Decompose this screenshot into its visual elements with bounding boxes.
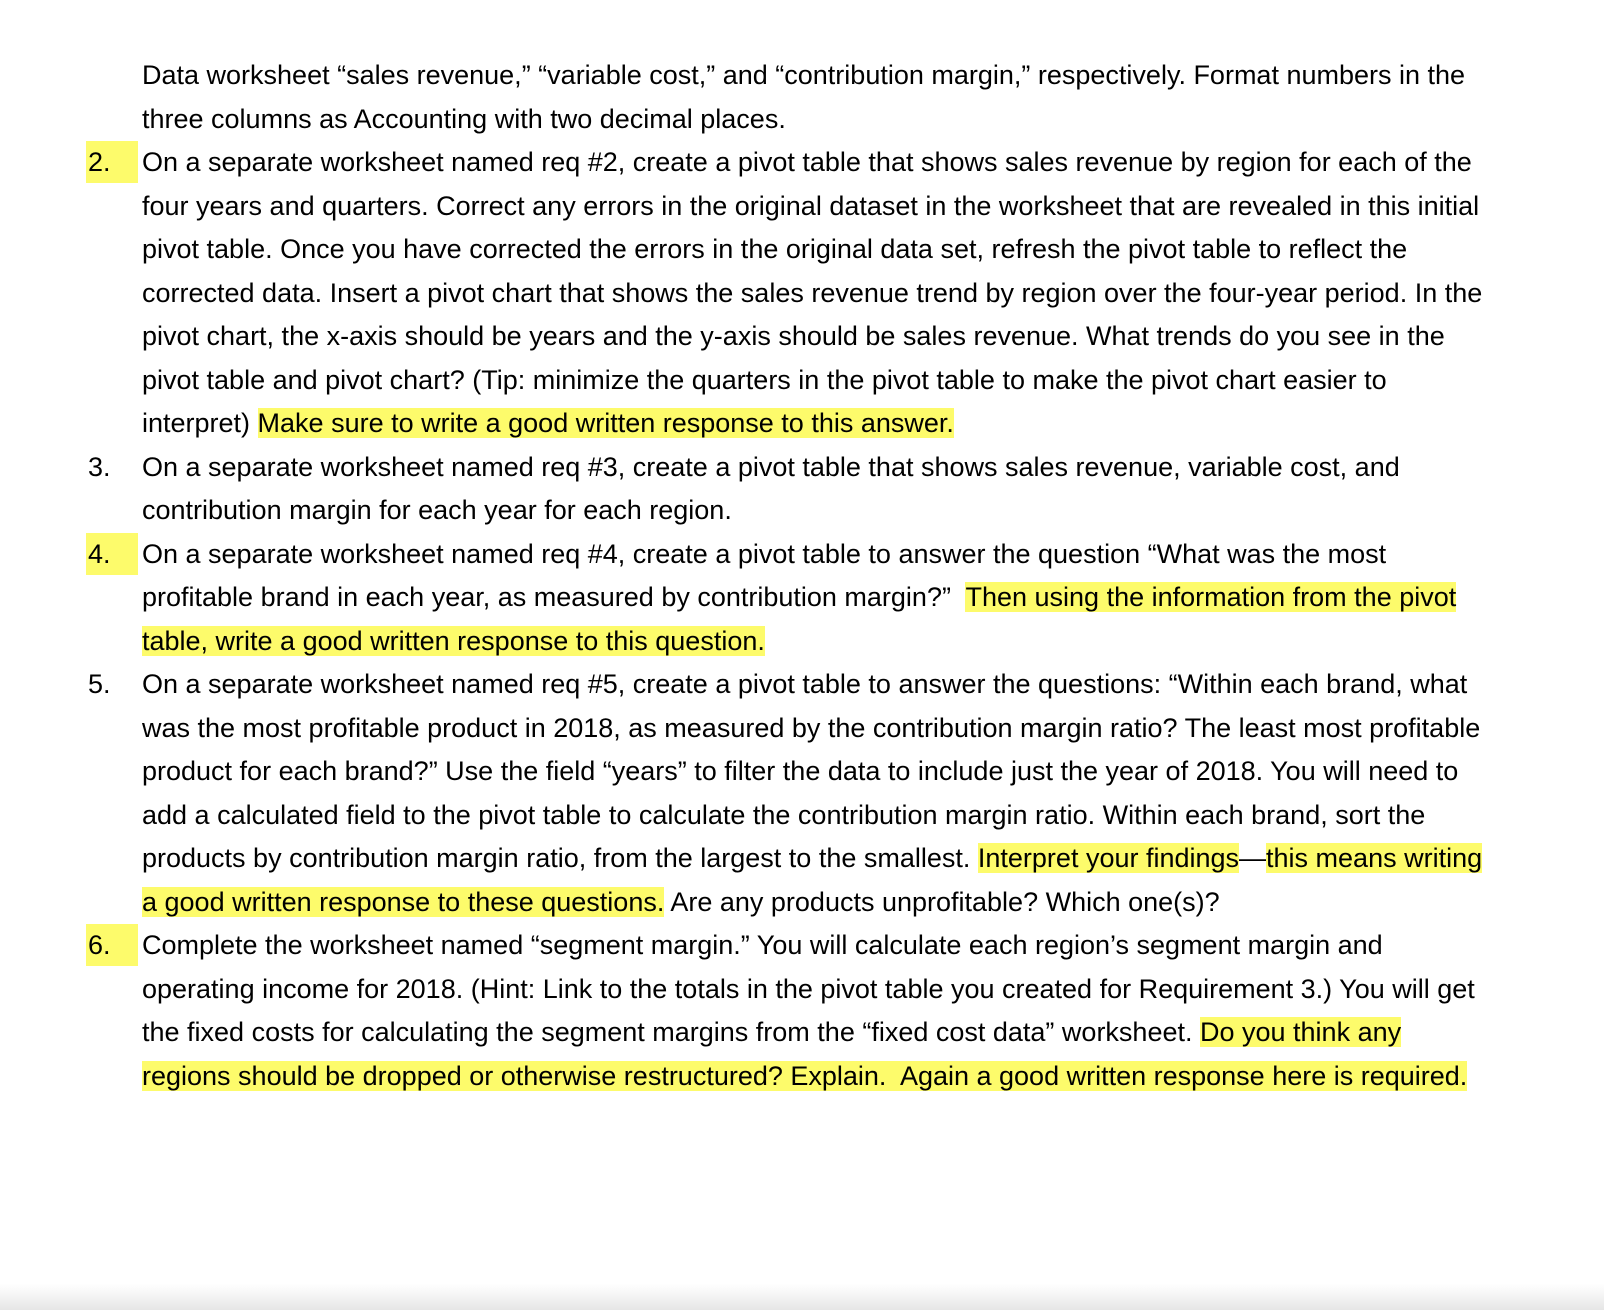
requirements-list [86, 54, 1486, 1098]
page-bottom-edge [0, 1284, 1604, 1310]
item-text-segment: Complete the worksheet named “segment margin.” You will calculate each region’s segment margin and operating income for 2018. (Hint: Link to the totals in the pivot table you created for Requirement 3.) You will get the fixed costs for calculating the segment margins from the “fixed cost data” worksheet. [142, 930, 1475, 1047]
item-text-segment: On a separate worksheet named req #5, create a pivot table to answer the questions: “Within each brand, what was the most profitable product in 2018, as measured by the contribution margin ratio? The least most profitable product for each brand?” Use the field “years” to filter the data to include just the year of 2018. You will need to add a calculated field to the pivot table to calculate the contribution margin ratio. Within each brand, sort the products by contribution margin ratio, from the largest to the smallest. [142, 669, 1481, 873]
item-text-segment: On a separate worksheet named req #3, create a pivot table that shows sales revenue, variable cost, and contribution margin for each year for each region. [142, 451, 1400, 525]
item-number: 5. [88, 669, 111, 699]
highlighted-text: this means writing a good written response to these questions. [142, 843, 1483, 917]
requirement-item-2 [86, 141, 1486, 446]
highlighted-text: Do you think any regions should be dropped or otherwise restructured? Explain. Again a good written response here is required. [142, 1017, 1468, 1091]
highlighted-text: Make sure to write a good written response to this answer. [257, 408, 954, 438]
requirement-item-3 [86, 446, 1486, 533]
highlighted-text: Interpret your findings [977, 843, 1240, 873]
item-number: 3. [88, 451, 111, 482]
item-text [142, 446, 1486, 533]
requirement-item-4 [86, 533, 1486, 664]
requirement-item-6 [86, 924, 1486, 1098]
item-text-segment: On a separate worksheet named req #4, create a pivot table to answer the question “What was the most profitable brand in each year, as measured by contribution margin?” [142, 538, 1387, 612]
intro-text: Data worksheet “sales revenue,” “variable cost,” and “contribution margin,” respectively. Format numbers in the three columns as Accounting with two decimal places. [142, 60, 1466, 134]
item-text [142, 924, 1486, 1098]
intro-paragraph [86, 54, 1486, 141]
item-text [142, 533, 1486, 664]
item-text [142, 141, 1486, 446]
highlighted-text: Then using the information from the pivot table, write a good written response to this question. [142, 582, 1457, 656]
item-number: 4. [86, 533, 138, 575]
item-text-segment: On a separate worksheet named req #2, create a pivot table that shows sales revenue by region for each of the four years and quarters. Correct any errors in the original dataset in the worksheet that are revealed in this initial pivot table. Once you have corrected the errors in the original data set, refresh the pivot table to reflect the corrected data. Insert a pivot chart that shows the sales revenue trend by region over the four-year period. In the pivot chart, the x-axis should be years and the y-axis should be sales revenue. What trends do you see in the pivot table and pivot chart? (Tip: minimize the quarters in the pivot table to make the pivot chart easier to interpret) [142, 147, 1483, 438]
item-number: 2. [86, 141, 138, 183]
item-text [142, 663, 1486, 924]
item-text-segment: Are any products unprofitable? Which one(s)? [664, 886, 1220, 917]
em-dash: — [1239, 843, 1267, 873]
item-number: 6. [86, 924, 138, 966]
requirement-item-5 [86, 663, 1486, 924]
